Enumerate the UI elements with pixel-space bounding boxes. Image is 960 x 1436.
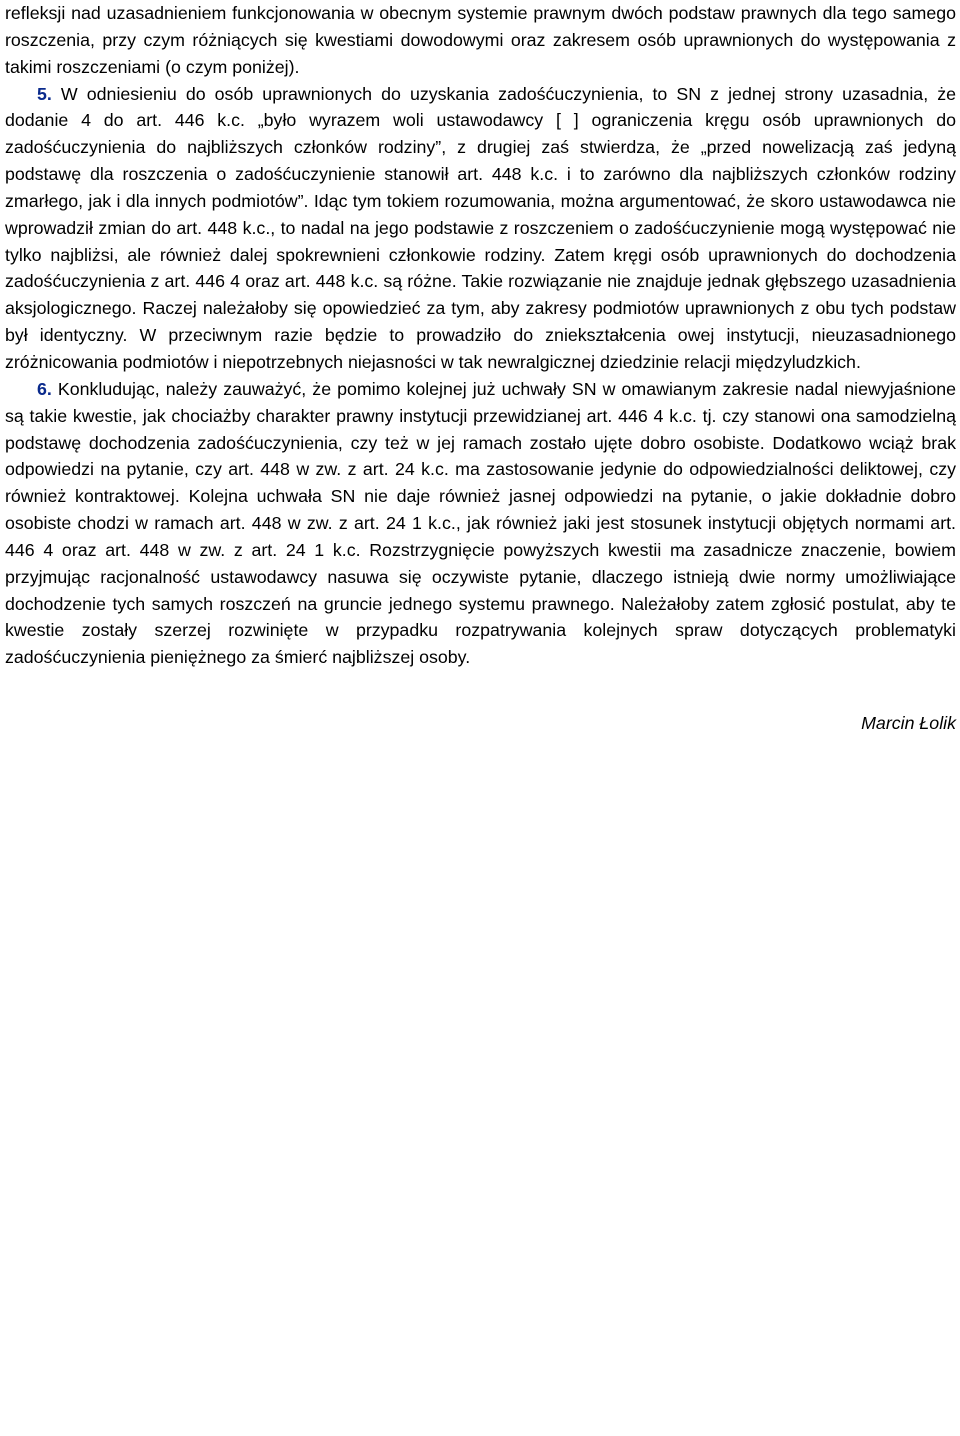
document-page bbox=[5, 0, 956, 737]
paragraph-continuation bbox=[5, 0, 956, 81]
paragraph-text: Konkludując, należy zauważyć, że pomimo kolejnej już uchwały SN w omawianym zakresie nadal niewyjaśnione są takie kwestie, jak chociażby charakter prawny instytucji przewidzianej art. 446 4 k.c. tj. czy stanowi ona samodzielną podstawę dochodzenia zadośćuczynienia, czy też w jej ramach zostało ujęte dobro osobiste. Dodatkowo wciąż brak odpowiedzi na pytanie, czy art. 448 w zw. z art. 24 k.c. ma zastosowanie jedynie do odpowiedzialności deliktowej, czy również kontraktowej. Kolejna uchwała SN nie daje również jasnej odpowiedzi na pytanie, o jakie dokładnie dobro osobiste chodzi w ramach art. 448 w zw. z art. 24 1 k.c., jak również jaki jest stosunek instytucji objętych normami art. 446 4 oraz art. 448 w zw. z art. 24 1 k.c. Rozstrzygnięcie powyższych kwestii ma zasadnicze znaczenie, bowiem przyjmując racjonalność ustawodawcy nasuwa się oczywiste pytanie, dlaczego istnieją dwie normy umożliwiające dochodzenie tych samych roszczeń na gruncie jednego systemu prawnego. Należałoby zatem zgłosić postulat, aby te kwestie zostały szerzej rozwinięte w przypadku rozpatrywania kolejnych spraw dotyczących problematyki zadośćuczynienia pieniężnego za śmierć najbliższej osoby. bbox=[5, 378, 956, 668]
paragraph-section-6 bbox=[5, 376, 956, 671]
section-number: 6. bbox=[37, 378, 52, 399]
section-number: 5. bbox=[37, 83, 52, 104]
paragraph-text: refleksji nad uzasadnieniem funkcjonowania w obecnym systemie prawnym dwóch podstaw prawnych dla tego samego roszczenia, przy czym różniących się kwestiami dowodowymi oraz zakresem osób uprawnionych do występowania z takimi roszczeniami (o czym poniżej). bbox=[5, 3, 956, 77]
author-signature: Marcin Łolik bbox=[861, 713, 956, 734]
paragraph-text: W odniesieniu do osób uprawnionych do uzyskania zadośćuczynienia, to SN z jednej strony uzasadnia, że dodanie 4 do art. 446 k.c. „było wyrazem woli ustawodawcy [ ] ograniczenia kręgu osób uprawnionych do zadośćuczynienia do najbliższych członków rodziny”, z drugiej zaś stwierdza, że „przed nowelizacją zaś jedyną podstawę dla roszczenia o zadośćuczynienie stanowił art. 448 k.c. i to zarówno dla najbliższych członków rodziny zmarłego, jak i dla innych podmiotów”. Idąc tym tokiem rozumowania, można argumentować, że skoro ustawodawca nie wprowadził zmian do art. 448 k.c., to nadal na jego podstawie z roszczeniem o zadośćuczynienie mogą występować nie tylko najbliżsi, ale również dalej spokrewnieni członkowie rodziny. Zatem kręgi osób uprawnionych do dochodzenia zadośćuczynienia z art. 446 4 oraz art. 448 k.c. są różne. Takie rozwiązanie nie znajduje jednak głębszego uzasadnienia aksjologicznego. Raczej należałoby się opowiedzieć za tym, aby zakresy podmiotów uprawnionych z obu tych podstaw był identyczny. W przeciwnym razie będzie to prowadziło do zniekształcenia owej instytucji, nieuzasadnionego zróżnicowania podmiotów i niepotrzebnych niejasności w tak newralgicznej dziedzinie relacji międzyludzkich. bbox=[5, 83, 956, 372]
paragraph-section-5 bbox=[5, 81, 956, 376]
